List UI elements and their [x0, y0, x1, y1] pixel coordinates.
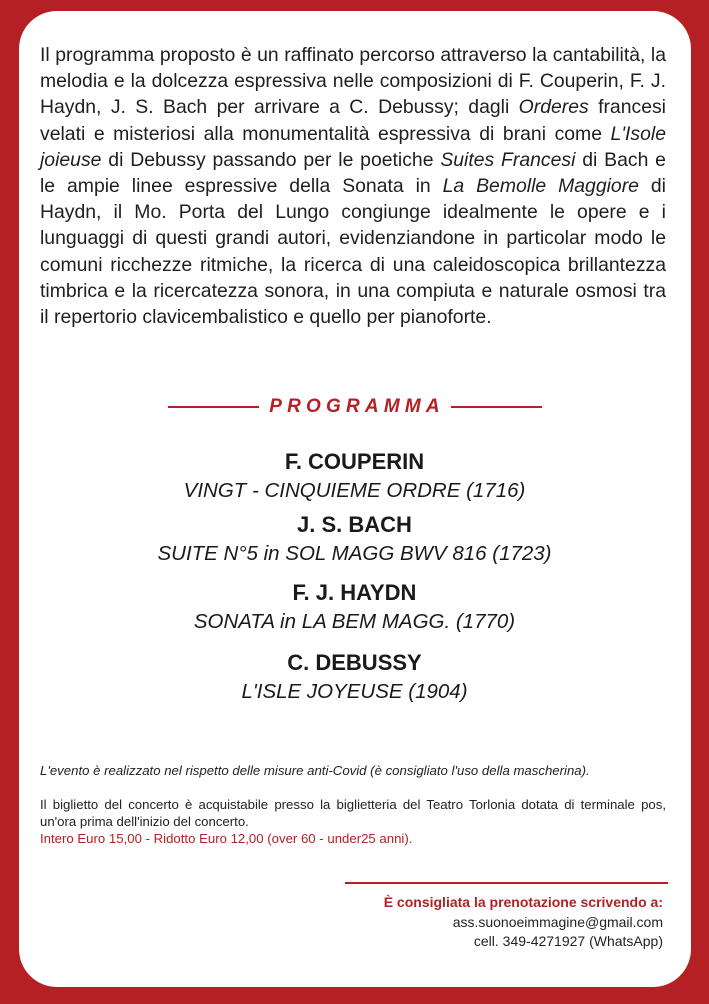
booking-block	[384, 893, 663, 952]
intro-text: di Debussy passando per le poetiche	[101, 148, 441, 171]
work-title: L'ISLE JOYEUSE (1904)	[241, 680, 468, 703]
programma-heading	[168, 393, 542, 421]
program-item	[0, 512, 709, 566]
intro-italic-suites: Suites Francesi	[440, 148, 576, 171]
ticket-info: Il biglietto del concerto è acquistabile presso la biglietteria del Teatro Torlonia dotata di terminale pos, un'ora prima dell'inizio del concerto.	[40, 797, 666, 829]
program-item	[0, 580, 709, 634]
covid-notice: L'evento è realizzato nel rispetto delle misure anti-Covid (è consigliato l'uso della mascherina).	[40, 763, 590, 778]
heading-rule-left	[168, 406, 259, 408]
booking-rule	[345, 882, 668, 884]
composer-name: J. S. BACH	[297, 512, 412, 537]
intro-italic-orderes: Orderes	[518, 96, 589, 119]
work-title: SUITE N°5 in SOL MAGG BWV 816 (1723)	[157, 542, 552, 565]
composer-name: C. DEBUSSY	[287, 650, 422, 675]
intro-italic-bemolle: La Bemolle Maggiore	[442, 175, 639, 198]
programma-title: PROGRAMMA	[269, 396, 445, 417]
intro-text: francesi velati e misteriosi alla monumentalità espressiva di brani come	[40, 96, 666, 145]
intro-italic-isole: L'Isole joieuse	[40, 122, 666, 171]
work-title: VINGT - CINQUIEME ORDRE (1716)	[183, 479, 526, 502]
composer-name: F. J. HAYDN	[292, 580, 417, 605]
heading-rule-right	[451, 406, 542, 408]
intro-text: di Haydn, il Mo. Porta del Lungo congiunge idealmente le opere e i lunguaggi di questi grandi autori, evidenziandone in particolar modo le comuni ricchezze ritmiche, la ricerca di una caleidoscopica brillantezza timbrica e la ricercatezza sonora, in una compiuta e naturale osmosi tra il repertorio clavicembalistico e quello per pianoforte.	[40, 175, 666, 329]
booking-phone[interactable]: cell. 349-4271927 (WhatsApp)	[473, 933, 663, 949]
work-title: SONATA in LA BEM MAGG. (1770)	[193, 610, 516, 633]
program-item	[0, 650, 709, 704]
program-item	[0, 449, 709, 503]
ticket-prices: Intero Euro 15,00 - Ridotto Euro 12,00 (over 60 - under25 anni).	[40, 831, 413, 846]
composer-name: F. COUPERIN	[284, 449, 425, 474]
intro-text: Il programma proposto è un raffinato percorso attraverso la cantabilità, la melodia e la dolcezza espressiva nelle composizioni di F. Couperin, F. J. Haydn, J. S. Bach per arrivare a C. Debussy; dagli	[40, 44, 666, 119]
booking-email[interactable]: ass.suonoeimmagine@gmail.com	[452, 913, 663, 930]
intro-paragraph	[40, 42, 666, 330]
booking-cta: È consigliata la prenotazione scrivendo a:	[383, 894, 663, 910]
intro-text: di Bach e le ampie linee espressive della Sonata in	[40, 148, 666, 198]
